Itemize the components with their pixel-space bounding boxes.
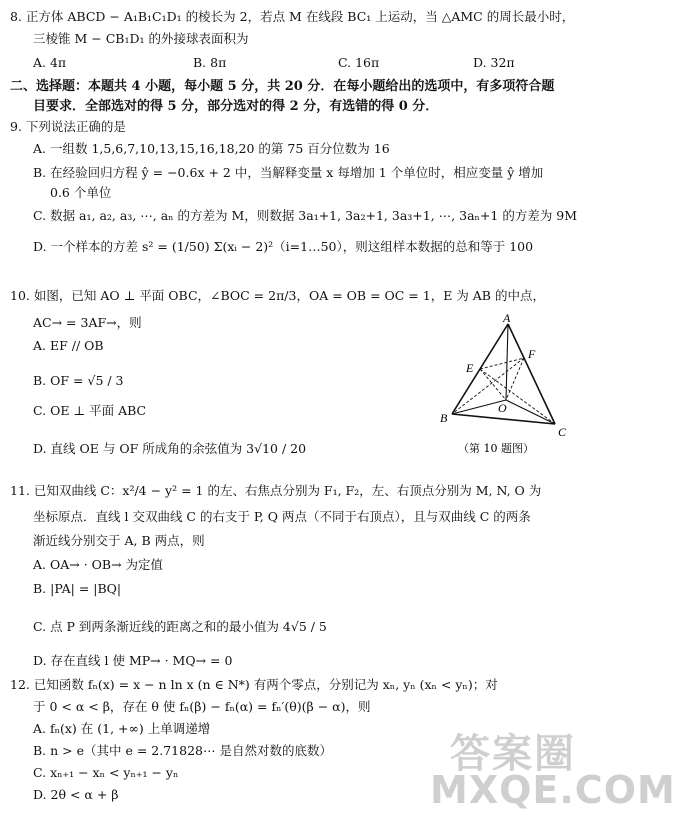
watermark-cn: 答案圈 — [450, 731, 576, 777]
q9-stem: 9. 下列说法正确的是 — [10, 119, 126, 134]
q9-option-b-line1: B. 在经验回归方程 ŷ = −0.6x + 2 中，当解释变量 x 每增加 1 个单位时，相应变量 ŷ 增加 — [33, 165, 544, 180]
segment-ec — [480, 369, 555, 424]
q12-stem-line1: 12. 已知函数 fₙ(x) = x − n ln x (n ∈ N*) 有两个零点，分别记为 xₙ, yₙ (xₙ < yₙ)；对 — [10, 677, 498, 692]
segment-fb — [452, 358, 524, 414]
q10-option-a: A. EF // OB — [33, 338, 104, 353]
edge-bc — [452, 414, 555, 424]
q10-stem-line2: AC→ = 3AF→，则 — [33, 315, 142, 330]
label-o: O — [498, 401, 507, 415]
q8-option-b: B. 8π — [193, 55, 227, 70]
q8-option-c: C. 16π — [338, 55, 380, 70]
q12-option-c: C. xₙ₊₁ − xₙ < yₙ₊₁ − yₙ — [33, 765, 179, 780]
q9-option-a: A. 一组数 1,5,6,7,10,13,15,16,18,20 的第 75 百分位数为 16 — [33, 141, 390, 156]
q12-stem-line2: 于 0 < α < β，存在 θ 使 fₙ(β) − fₙ(α) = fₙ′(θ)(β − α)，则 — [33, 699, 371, 714]
section2-line1: 二、选择题：本题共 4 小题，每小题 5 分，共 20 分．在每小题给出的选项中，有多项符合题 — [10, 79, 555, 94]
q8-line1: 8. 正方体 ABCD − A₁B₁C₁D₁ 的棱长为 2，若点 M 在线段 BC₁ 上运动，当 △AMC 的周长最小时， — [10, 9, 575, 24]
q12-option-a: A. fₙ(x) 在 (1, +∞) 上单调递增 — [33, 721, 211, 736]
q11-stem-line2: 坐标原点．直线 l 交双曲线 C 的右支于 P, Q 两点（不同于右顶点），且与双曲线 C 的两条 — [33, 509, 531, 524]
q10-stem-line1: 10. 如图，已知 AO ⊥ 平面 OBC，∠BOC = 2π/3，OA = OB = OC = 1，E 为 AB 的中点， — [10, 288, 545, 303]
q11-option-c: C. 点 P 到两条渐近线的距离之和的最小值为 4√5 / 5 — [33, 619, 327, 634]
segment-fo — [506, 358, 524, 400]
q10-figure — [440, 312, 575, 460]
label-f: F — [528, 347, 536, 361]
q10-option-b: B. OF = √5 / 3 — [33, 373, 124, 388]
segment-eo — [480, 369, 506, 400]
label-b: B — [440, 411, 448, 425]
q10-option-d: D. 直线 OE 与 OF 所成角的余弦值为 3√10 / 20 — [33, 441, 307, 456]
watermark-en: MXQE.COM — [430, 768, 676, 812]
label-e: E — [466, 361, 474, 375]
q11-option-a: A. OA→ · OB→ 为定值 — [33, 557, 164, 572]
section2-line2: 目要求．全部选对的得 5 分，部分选对的得 2 分，有选错的得 0 分． — [33, 99, 439, 114]
q9-option-c: C. 数据 a₁, a₂, a₃, ⋯, aₙ 的方差为 M，则数据 3a₁+1, 3a₂+1, 3a₃+1, ⋯, 3aₙ+1 的方差为 9M — [33, 208, 578, 223]
figure-caption: （第 10 题图） — [458, 442, 534, 455]
q11-option-b: B. |PA| = |BQ| — [33, 581, 122, 596]
q9-option-b-line2: 0.6 个单位 — [50, 185, 112, 200]
q12-option-d: D. 2θ < α + β — [33, 787, 119, 802]
tetrahedron-diagram — [440, 312, 575, 460]
q11-stem-line1: 11. 已知双曲线 C：x²/4 − y² = 1 的左、右焦点分别为 F₁, F₂，左、右顶点分别为 M, N, O 为 — [10, 483, 542, 498]
q10-option-c: C. OE ⊥ 平面 ABC — [33, 403, 147, 418]
watermark-logo — [430, 722, 676, 817]
q12-option-b: B. n > e（其中 e = 2.71828⋯ 是自然对数的底数） — [33, 743, 332, 758]
q8-option-d: D. 32π — [473, 55, 515, 70]
q11-option-d: D. 存在直线 l 使 MP→ · MQ→ = 0 — [33, 653, 233, 668]
label-a: A — [503, 311, 511, 325]
q8-line2: 三棱锥 M − CB₁D₁ 的外接球表面积为 — [33, 31, 249, 46]
q9-option-d: D. 一个样本的方差 s² = (1/50) Σ(xᵢ − 2)²（i=1…50），则这组样本数据的总和等于 100 — [33, 239, 534, 254]
edge-ac — [508, 324, 555, 424]
label-c: C — [558, 425, 567, 439]
q11-stem-line3: 渐近线分别交于 A, B 两点，则 — [33, 533, 205, 548]
q8-option-a: A. 4π — [33, 55, 67, 70]
